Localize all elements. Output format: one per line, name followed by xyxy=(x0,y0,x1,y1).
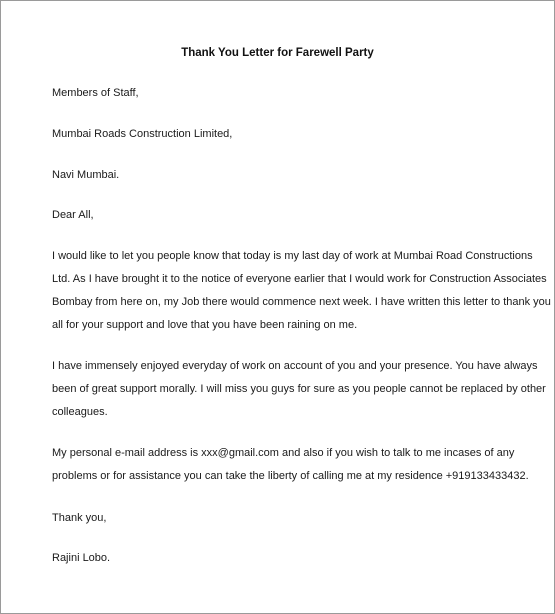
paragraph-line: I would like to let you people know that today is my last day of work at Mumbai Road Constructions xyxy=(52,250,533,262)
paragraph-line: colleagues. xyxy=(52,406,108,418)
address-line-city: Navi Mumbai. xyxy=(52,169,120,181)
paragraph-line: Bombay from here on, my Job there would commence next week. I have written this letter to thank you xyxy=(52,296,551,308)
paragraph-line: all for your support and love that you have been raining on me. xyxy=(52,319,358,331)
paragraph-line: problems or for assistance you can take the liberty of calling me at my residence +919133433432. xyxy=(52,470,529,482)
salutation: Dear All, xyxy=(52,209,94,221)
paragraph-line: My personal e-mail address is xxx@gmail.com and also if you wish to talk to me incases of any xyxy=(52,447,515,459)
closing: Thank you, xyxy=(52,512,107,524)
letter-title: Thank You Letter for Farewell Party xyxy=(181,47,374,59)
signature-name: Rajini Lobo. xyxy=(52,552,111,564)
paragraph-line: been of great support morally. I will miss you guys for sure as you people cannot be replaced by other xyxy=(52,383,546,395)
paragraph-farewell-announcement xyxy=(52,245,551,337)
address-line-recipient: Members of Staff, xyxy=(52,87,139,99)
paragraph-line: I have immensely enjoyed everyday of work on account of you and your presence. You have always xyxy=(52,360,538,372)
address-line-company: Mumbai Roads Construction Limited, xyxy=(52,128,233,140)
paragraph-line: Ltd. As I have brought it to the notice of everyone earlier that I would work for Construction Associates xyxy=(52,273,547,285)
paragraph-contact-info xyxy=(52,442,529,488)
paragraph-gratitude xyxy=(52,355,546,424)
